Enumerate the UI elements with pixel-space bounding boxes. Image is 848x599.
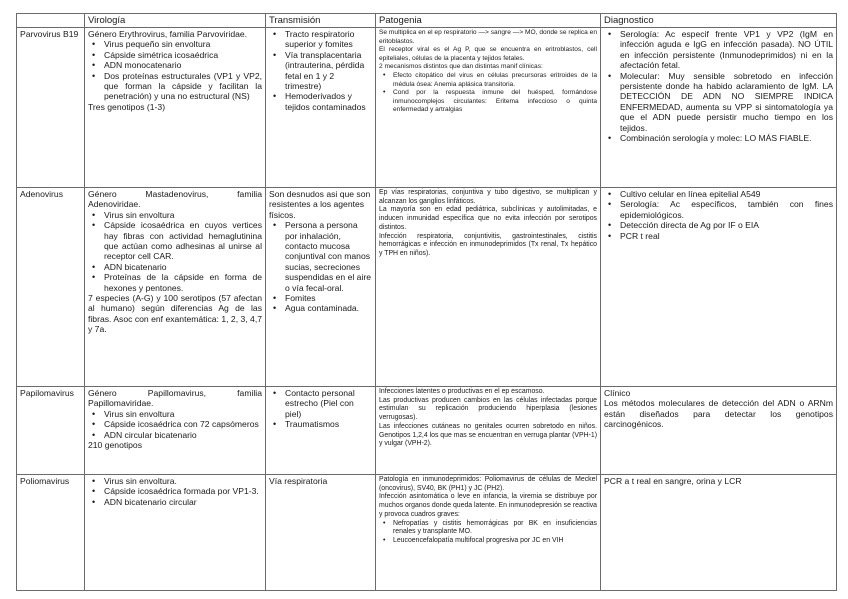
list-item: • Contacto personal estrecho (Piel con piel) bbox=[285, 388, 372, 419]
virologia-outro: 7 especies (A-G) y 100 serotipos (57 afectan al humano) según diferencias Ag de las fibras. Asoc con enf exantemática: 1, 2, 3, 4,7 y 7a. bbox=[88, 293, 262, 335]
table-row bbox=[17, 188, 837, 387]
header-row bbox=[17, 14, 837, 28]
list-item: • Fomites bbox=[285, 293, 372, 303]
list-item: • Tracto respiratorio superior y fomites bbox=[285, 29, 372, 50]
list-item: • Serología: Ac especif frente VP1 y VP2 (IgM en infección aguda e IgG en infección pasada). NO ÚTIL en infección persistente (Inmunodeprimidos) ni en la afectación fetal. bbox=[620, 29, 833, 71]
transmision-cell bbox=[266, 188, 376, 387]
patogenia-list bbox=[379, 520, 597, 546]
diagnostico-intro: Clínico bbox=[604, 388, 631, 398]
list-item: • Hemoderivados y tejidos contaminados bbox=[285, 91, 372, 112]
transmision-list bbox=[269, 29, 372, 112]
patogenia-cell bbox=[376, 387, 601, 475]
patogenia-para: Las infecciones cutáneas no genitales ocurren sobretodo en niños. Genotipos 1,2,4 los que mas se encuentran en verruga plantar (VPH-1) y vulgar (VPH-2). bbox=[379, 422, 597, 448]
virus-table bbox=[16, 13, 837, 591]
virologia-list bbox=[88, 210, 262, 293]
virus-name: Papilomavirus bbox=[17, 387, 85, 475]
list-item: • Dos proteínas estructurales (VP1 y VP2, que forman la cápside y facilitan la penetración) y una no estructural (NS) bbox=[104, 71, 262, 102]
table-row bbox=[17, 475, 837, 591]
diagnostico-cell bbox=[601, 188, 837, 387]
header-virus bbox=[17, 14, 85, 28]
list-item: • ADN bicatenario bbox=[104, 262, 262, 272]
list-item: • Proteínas de la cápside en forma de hexones y pentones. bbox=[104, 272, 262, 293]
diagnostico-text: Los métodos moleculares de detección del ADN o ARNm están diseñados para detectar los genotipos carcinogénicos. bbox=[604, 398, 833, 430]
virologia-outro: Tres genotipos (1-3) bbox=[88, 101, 166, 112]
diagnostico-cell bbox=[601, 28, 837, 188]
list-item: • Molecular: Muy sensible sobretodo en infección persistente donde ha habido aclaramiento de IgM. LA DETECCIÓN DE ADN NO SIEMPRE INDICA ENFERMEDAD, aumenta su VPP si sintomatología ya que el ADN puede persistir mucho tiempo en los tejidos. bbox=[620, 71, 833, 133]
diagnostico-cell bbox=[601, 387, 837, 475]
patogenia-para: Infección respiratoria, conjuntivitis, gastrointestinales, cistitis hemorrágicas e infección en inmunodeprimidos (Tx renal, Tx hepático y TPH en niños). bbox=[379, 232, 597, 257]
virologia-cell bbox=[85, 28, 266, 188]
list-item: • Cápside icosaédrica en cuyos vertices hay fibras con actividad hemaglutinina que actúan como adhesinas al unirse al receptor cell CAR. bbox=[104, 220, 262, 262]
virologia-list bbox=[88, 476, 262, 507]
virologia-cell bbox=[85, 188, 266, 387]
list-item: • PCR t real bbox=[620, 231, 833, 241]
list-item: • Virus sin envoltura bbox=[104, 210, 262, 220]
header-patogenia: Patogenia bbox=[376, 14, 601, 28]
virologia-list bbox=[88, 409, 262, 440]
patogenia-para: Patología en inmunodeprimidos: Poliomavirus de células de Meckel (oncovirus), SV40, BK (PH1) y JC (PH2). bbox=[379, 476, 597, 492]
patogenia-para: La mayoría son en edad pediátrica, subclínicas y autolimitadas, e inducen inmunidad específica que no evita infección por serotipos distintos. bbox=[379, 206, 597, 231]
diagnostico-cell bbox=[601, 475, 837, 591]
list-item: • Cápside icosaédrica con 72 capsómeros bbox=[104, 419, 262, 429]
patogenia-para: El receptor viral es el Ag P, que se encuentra en eritroblastos, cell epiteliales, células de la placenta y tejidos fetales. bbox=[379, 46, 597, 62]
table-row bbox=[17, 387, 837, 475]
list-item: • Cápside simétrica icosaédrica bbox=[104, 50, 262, 60]
list-item: • ADN monocatenario bbox=[104, 60, 262, 70]
list-item: • ADN bicatenario circular bbox=[104, 497, 262, 507]
list-item: • Detección directa de Ag por IF o EIA bbox=[620, 220, 833, 230]
table-row bbox=[17, 28, 837, 188]
list-item: • Leucoencefalopatía multifocal progresiva por JC en VIH bbox=[393, 537, 597, 546]
list-item: • Cultivo celular en línea epitelial A549 bbox=[620, 189, 833, 199]
patogenia-para: Infección asintomática o leve en infancia, la viremia se distribuye por muchos organos donde queda latente. En inmunodepresión se reactiva y provoca cuadros graves: bbox=[379, 493, 597, 518]
list-item: • Efecto citopático del virus en células precursoras eritroides de la médula ósea: Anemia aplásica transitoria. bbox=[393, 72, 597, 89]
list-item: • Nefropatías y cistitis hemorrágicas por BK en insuficiencias renales y transplante MO. bbox=[393, 520, 597, 537]
transmision-intro: Son desnudos asi que son resistentes a los agentes físicos. bbox=[269, 189, 371, 220]
virologia-outro: 210 genotipos bbox=[88, 440, 142, 451]
list-item: • Traumatismos bbox=[285, 419, 372, 429]
transmision-intro: Vía respiratoria bbox=[269, 476, 328, 486]
virologia-list bbox=[88, 39, 262, 101]
virus-name: Adenovirus bbox=[17, 188, 85, 387]
list-item: • Serología: Ac específicos, también con fines epidemiológicos. bbox=[620, 199, 833, 220]
header-diagnostico: Diagnostico bbox=[601, 14, 837, 28]
list-item: • Virus sin envoltura. bbox=[104, 476, 262, 486]
virus-name: Poliomavirus bbox=[17, 475, 85, 591]
patogenia-cell bbox=[376, 188, 601, 387]
virologia-intro: Género Erythrovirus, familia Parvoviridae. bbox=[88, 29, 248, 39]
patogenia-para: 2 mecanismos distintos que dan distintas manif clínicas: bbox=[379, 63, 543, 71]
transmision-cell bbox=[266, 28, 376, 188]
virus-comparison-sheet bbox=[16, 13, 836, 591]
diagnostico-list bbox=[604, 29, 833, 143]
list-item: • Cond por la respuesta inmune del huésped, formándose inmunocomplejos circulantes: Eritema infeccioso o quinta enfermedad y artralgias bbox=[393, 89, 597, 115]
diagnostico-intro: PCR a t real en sangre, orina y LCR bbox=[604, 476, 742, 486]
patogenia-list bbox=[379, 72, 597, 115]
list-item: • Vía transplacentaria (intrauterina, pérdida fetal en 1 y 2 trimestre) bbox=[285, 50, 372, 92]
header-virologia: Virología bbox=[85, 14, 266, 28]
patogenia-para: Las productivas producen cambios en las células infectadas porque estimulan su replicación produciendo hiperplasia (lesiones verrugosas). bbox=[379, 396, 597, 422]
patogenia-para: Se multiplica en el ep respiratorio —> sangre —> MO, donde se replica en eritoblastos. bbox=[379, 29, 597, 45]
diagnostico-list bbox=[604, 189, 833, 241]
list-item: • Combinación serología y molec: LO MÁS FIABLE. bbox=[620, 133, 833, 143]
patogenia-cell bbox=[376, 28, 601, 188]
transmision-cell bbox=[266, 475, 376, 591]
list-item: • Persona a persona por inhalación, contacto mucosa conjuntival con manos sucias, secreciones suspendidas en el aire o vía fecal-oral. bbox=[285, 220, 372, 293]
patogenia-para: Infecciones latentes o productivas en el ep escamoso. bbox=[379, 388, 545, 395]
list-item: • ADN circular bicatenario bbox=[104, 430, 262, 440]
transmision-list bbox=[269, 388, 372, 430]
virologia-intro: Género Papillomavirus, familia Papillomaviridae. bbox=[88, 388, 262, 409]
virus-name: Parvovirus B19 bbox=[17, 28, 85, 188]
patogenia-para: Ep vías respiratorias, conjuntiva y tubo digestivo, se multiplican y alcanzan los ganglios linfáticos. bbox=[379, 189, 597, 205]
virologia-cell bbox=[85, 475, 266, 591]
list-item: • Cápside icosaédrica formada por VP1-3. bbox=[104, 486, 262, 496]
list-item: • Virus pequeño sin envoltura bbox=[104, 39, 262, 49]
virologia-intro: Género Mastadenovirus, familia Adenoviridae. bbox=[88, 189, 262, 210]
virologia-cell bbox=[85, 387, 266, 475]
transmision-cell bbox=[266, 387, 376, 475]
patogenia-cell bbox=[376, 475, 601, 591]
list-item: • Virus sin envoltura bbox=[104, 409, 262, 419]
transmision-list bbox=[269, 220, 372, 314]
list-item: • Agua contaminada. bbox=[285, 303, 372, 313]
header-transmision: Transmisión bbox=[266, 14, 376, 28]
